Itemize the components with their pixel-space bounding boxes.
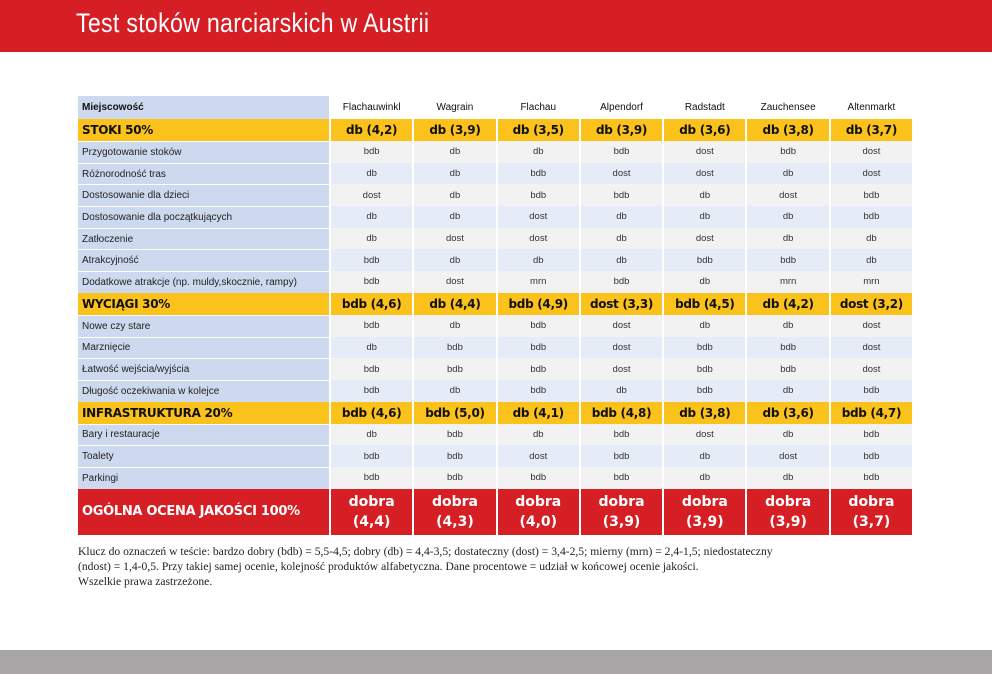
- rating-cell: bdb: [662, 249, 745, 271]
- rating-cell: dost: [829, 141, 912, 163]
- table-row: [78, 358, 912, 380]
- rating-cell: db: [496, 424, 579, 446]
- total-grade-cell: [829, 489, 912, 535]
- criterion-label: Bary i restauracje: [78, 424, 329, 446]
- rating-cell: dost: [579, 315, 662, 337]
- rating-cell: mrn: [496, 271, 579, 293]
- rating-cell: mrn: [829, 271, 912, 293]
- column-header-resort: Flachau: [496, 96, 579, 119]
- rating-cell: db: [829, 228, 912, 250]
- table-row: [78, 206, 912, 228]
- rating-cell: db: [662, 315, 745, 337]
- rating-cell: db: [412, 141, 495, 163]
- title-bar: [0, 0, 992, 52]
- rating-cell: db: [329, 163, 412, 185]
- rating-cell: dost: [829, 315, 912, 337]
- rating-cell: db: [412, 206, 495, 228]
- rating-cell: bdb: [496, 184, 579, 206]
- column-header-location: Miejscowość: [78, 96, 329, 119]
- rating-cell: bdb: [496, 358, 579, 380]
- criterion-label: Dodatkowe atrakcje (np. muldy,skocznie, rampy): [78, 271, 329, 293]
- category-score: db (4,2): [329, 119, 412, 141]
- category-row: [78, 119, 912, 141]
- total-grade: dobra: [598, 493, 645, 510]
- rating-cell: bdb: [579, 141, 662, 163]
- category-row: [78, 402, 912, 424]
- rating-cell: db: [662, 467, 745, 489]
- legend-line: Klucz do oznaczeń w teście: bardzo dobry (bdb) = 5,5-4,5; dobry (db) = 4,4-3,5; dostateczny (dost) = 3,4-2,5; mierny (mrn) = 2,4-1,5; niedostateczny: [78, 545, 773, 558]
- total-score: (3,9): [602, 513, 641, 530]
- criterion-label: Marznięcie: [78, 337, 329, 359]
- rating-cell: bdb: [662, 337, 745, 359]
- rating-cell: bdb: [329, 141, 412, 163]
- total-grade: dobra: [765, 493, 812, 510]
- criterion-label: Dostosowanie dla początkujących: [78, 206, 329, 228]
- criterion-label: Różnorodność tras: [78, 163, 329, 185]
- rating-cell: db: [496, 141, 579, 163]
- column-header-resort: Radstadt: [662, 96, 745, 119]
- rating-cell: bdb: [329, 445, 412, 467]
- rating-cell: db: [662, 271, 745, 293]
- criterion-label: Toalety: [78, 445, 329, 467]
- category-score: bdb (5,0): [412, 402, 495, 424]
- rating-cell: dost: [829, 358, 912, 380]
- rating-cell: db: [745, 380, 828, 402]
- category-score: dost (3,3): [579, 293, 662, 315]
- rating-cell: db: [579, 380, 662, 402]
- rating-cell: bdb: [412, 337, 495, 359]
- rating-cell: db: [662, 445, 745, 467]
- rating-cell: bdb: [579, 424, 662, 446]
- rating-cell: bdb: [829, 206, 912, 228]
- total-grade: dobra: [681, 493, 728, 510]
- total-label: OGÓLNA OCENA JAKOŚCI 100%: [78, 489, 329, 535]
- rating-cell: dost: [662, 141, 745, 163]
- criterion-label: Atrakcyjność: [78, 249, 329, 271]
- rating-cell: db: [745, 228, 828, 250]
- rating-cell: bdb: [745, 249, 828, 271]
- rating-cell: dost: [662, 424, 745, 446]
- category-label: STOKI 50%: [78, 119, 329, 141]
- table-row: [78, 380, 912, 402]
- rating-cell: bdb: [829, 380, 912, 402]
- rating-cell: db: [496, 249, 579, 271]
- category-score: bdb (4,7): [829, 402, 912, 424]
- rating-cell: bdb: [579, 445, 662, 467]
- rating-cell: db: [829, 249, 912, 271]
- rating-cell: dost: [829, 337, 912, 359]
- column-header-resort: Zauchensee: [745, 96, 828, 119]
- category-score: db (4,4): [412, 293, 495, 315]
- total-grade-cell: [329, 489, 412, 535]
- table-header-row: [78, 96, 912, 119]
- total-score: (4,4): [352, 513, 391, 530]
- rating-cell: db: [412, 315, 495, 337]
- rating-cell: dost: [579, 358, 662, 380]
- rating-cell: bdb: [496, 380, 579, 402]
- category-score: db (3,8): [745, 119, 828, 141]
- column-header-resort: Alpendorf: [579, 96, 662, 119]
- rating-cell: bdb: [662, 358, 745, 380]
- rating-cell: db: [662, 206, 745, 228]
- rating-cell: dost: [496, 206, 579, 228]
- legend-line: (ndost) = 1,4-0,5. Przy takiej samej ocenie, kolejność produktów alfabetyczna. Dane procentowe = udział w końcowej ocenie jakości.: [78, 560, 699, 573]
- rating-cell: bdb: [579, 184, 662, 206]
- category-score: bdb (4,8): [579, 402, 662, 424]
- rating-cell: bdb: [329, 315, 412, 337]
- total-grade-cell: [745, 489, 828, 535]
- rating-cell: dost: [496, 228, 579, 250]
- rating-cell: bdb: [496, 467, 579, 489]
- total-grade: dobra: [431, 493, 478, 510]
- rating-cell: dost: [745, 445, 828, 467]
- total-grade-cell: [579, 489, 662, 535]
- category-row: [78, 293, 912, 315]
- rating-cell: bdb: [829, 424, 912, 446]
- category-score: db (3,6): [745, 402, 828, 424]
- rating-cell: bdb: [496, 315, 579, 337]
- category-score: db (3,6): [662, 119, 745, 141]
- total-grade-cell: [662, 489, 745, 535]
- table-row: [78, 249, 912, 271]
- total-score: (4,3): [436, 513, 474, 530]
- category-score: bdb (4,9): [496, 293, 579, 315]
- rating-cell: bdb: [496, 163, 579, 185]
- total-grade-cell: [412, 489, 495, 535]
- criterion-label: Długość oczekiwania w kolejce: [78, 380, 329, 402]
- category-label: WYCIĄGI 30%: [78, 293, 329, 315]
- rating-cell: bdb: [412, 424, 495, 446]
- rating-cell: dost: [662, 228, 745, 250]
- rating-cell: db: [329, 424, 412, 446]
- total-grade: dobra: [348, 493, 395, 510]
- ratings-table-body: [78, 96, 912, 535]
- category-score: bdb (4,5): [662, 293, 745, 315]
- rating-cell: bdb: [829, 445, 912, 467]
- table-row: [78, 271, 912, 293]
- column-header-resort: Flachauwinkl: [329, 96, 412, 119]
- rating-cell: dost: [745, 184, 828, 206]
- rating-cell: dost: [329, 184, 412, 206]
- rating-cell: bdb: [829, 184, 912, 206]
- rating-cell: db: [579, 206, 662, 228]
- rating-cell: bdb: [745, 337, 828, 359]
- rating-cell: bdb: [329, 467, 412, 489]
- category-score: dost (3,2): [829, 293, 912, 315]
- rating-cell: bdb: [662, 380, 745, 402]
- total-score: (4,0): [519, 513, 558, 530]
- category-score: db (3,9): [412, 119, 495, 141]
- rating-cell: bdb: [412, 358, 495, 380]
- criterion-label: Przygotowanie stoków: [78, 141, 329, 163]
- rating-cell: bdb: [329, 358, 412, 380]
- rating-cell: db: [412, 184, 495, 206]
- table-row: [78, 184, 912, 206]
- rating-cell: bdb: [745, 358, 828, 380]
- criterion-label: Parkingi: [78, 467, 329, 489]
- total-grade: dobra: [515, 493, 562, 510]
- category-score: bdb (4,6): [329, 402, 412, 424]
- rating-cell: mrn: [745, 271, 828, 293]
- category-score: db (3,7): [829, 119, 912, 141]
- rating-cell: bdb: [412, 445, 495, 467]
- total-score: (3,9): [769, 513, 807, 530]
- category-score: db (4,1): [496, 402, 579, 424]
- rating-cell: db: [745, 424, 828, 446]
- table-row: [78, 228, 912, 250]
- rating-cell: db: [745, 163, 828, 185]
- rating-cell: db: [329, 206, 412, 228]
- column-header-resort: Altenmarkt: [829, 96, 912, 119]
- table-row: [78, 467, 912, 489]
- legend-note: [78, 544, 918, 589]
- rating-cell: db: [329, 337, 412, 359]
- category-score: db (3,9): [579, 119, 662, 141]
- total-grade: dobra: [848, 493, 895, 510]
- criterion-label: Zatłoczenie: [78, 228, 329, 250]
- table-row: [78, 141, 912, 163]
- table-row: [78, 445, 912, 467]
- category-score: bdb (4,6): [329, 293, 412, 315]
- rating-cell: bdb: [412, 467, 495, 489]
- criterion-label: Dostosowanie dla dzieci: [78, 184, 329, 206]
- rating-cell: dost: [412, 271, 495, 293]
- rating-cell: db: [579, 228, 662, 250]
- footer-bar: [0, 650, 992, 674]
- total-score: (3,9): [686, 513, 724, 530]
- rating-cell: bdb: [329, 271, 412, 293]
- ratings-table: [78, 96, 912, 535]
- rating-cell: db: [412, 249, 495, 271]
- rating-cell: bdb: [496, 337, 579, 359]
- category-score: db (3,5): [496, 119, 579, 141]
- rating-cell: db: [412, 163, 495, 185]
- category-label: INFRASTRUKTURA 20%: [78, 402, 329, 424]
- rating-cell: bdb: [745, 141, 828, 163]
- criterion-label: Nowe czy stare: [78, 315, 329, 337]
- rating-cell: db: [329, 228, 412, 250]
- legend-line: Wszelkie prawa zastrzeżone.: [78, 575, 213, 588]
- rating-cell: bdb: [829, 467, 912, 489]
- rating-cell: db: [745, 206, 828, 228]
- rating-cell: bdb: [329, 380, 412, 402]
- criterion-label: Łatwość wejścia/wyjścia: [78, 358, 329, 380]
- page-title: Test stoków narciarskich w Austrii: [76, 8, 430, 38]
- rating-cell: db: [745, 315, 828, 337]
- column-header-resort: Wagrain: [412, 96, 495, 119]
- total-row: [78, 489, 912, 535]
- rating-cell: bdb: [329, 249, 412, 271]
- rating-cell: bdb: [579, 467, 662, 489]
- category-score: db (4,2): [745, 293, 828, 315]
- rating-cell: dost: [579, 163, 662, 185]
- category-score: db (3,8): [662, 402, 745, 424]
- table-row: [78, 337, 912, 359]
- rating-cell: db: [412, 380, 495, 402]
- rating-cell: db: [579, 249, 662, 271]
- table-row: [78, 424, 912, 446]
- rating-cell: bdb: [579, 271, 662, 293]
- total-score: (3,7): [852, 513, 891, 530]
- rating-cell: dost: [496, 445, 579, 467]
- rating-cell: dost: [662, 163, 745, 185]
- rating-cell: db: [745, 467, 828, 489]
- total-grade-cell: [496, 489, 579, 535]
- rating-cell: dost: [412, 228, 495, 250]
- rating-cell: dost: [579, 337, 662, 359]
- rating-cell: db: [662, 184, 745, 206]
- table-row: [78, 315, 912, 337]
- rating-cell: dost: [829, 163, 912, 185]
- table-row: [78, 163, 912, 185]
